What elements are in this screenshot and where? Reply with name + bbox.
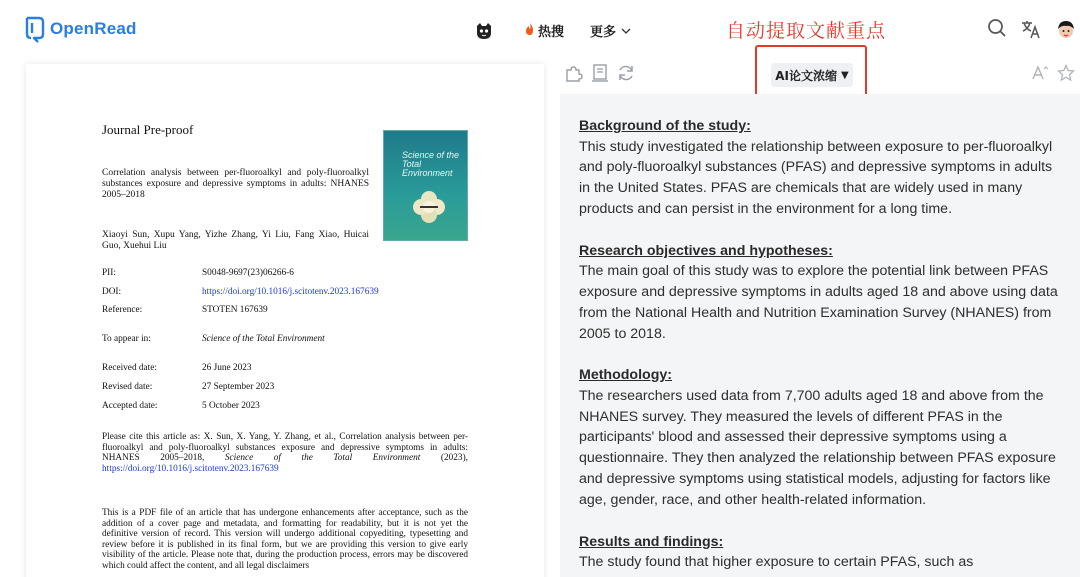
nav-hot-label: 热搜 <box>538 25 565 40</box>
citation-paragraph: Please cite this article as: X. Sun, X. Yang, Y. Zhang, et al., Correlation analysis between per-fluoroalkyl and poly-fluoroalkyl substances exposure and depressive symptoms in adults: NHANES 2005–2018, Science of the Total Environment (2023), https://doi.org/10.1016/j.scitotenv.2023.167639 <box>102 432 468 474</box>
puzzle-icon[interactable] <box>564 63 584 83</box>
chevron-down-icon <box>620 25 632 37</box>
avatar-icon[interactable] <box>1055 18 1077 44</box>
section-heading: Background of the study: <box>579 118 751 134</box>
translate-icon[interactable] <box>1020 18 1042 44</box>
summary-mode-dropdown[interactable] <box>771 63 853 87</box>
summary-toolbar <box>564 63 636 83</box>
section-body: This study investigated the relationship between exposure to per-fluoroalkyl and poly-fluoroalkyl substances (PFAS) and depressive symptoms in adults in the United States. PFAS are chemicals that are widely used in many products and can persist in the environment for a long time. <box>579 138 1053 217</box>
font-size-icon[interactable] <box>1031 64 1049 86</box>
logo-text: OpenRead <box>50 19 137 38</box>
cover-flower-graphic <box>411 189 447 225</box>
summary-panel[interactable] <box>560 94 1080 577</box>
section-heading: Research objectives and hypotheses: <box>579 242 833 259</box>
refresh-icon[interactable] <box>616 63 636 83</box>
logo[interactable] <box>24 15 137 43</box>
section-heading: Results and findings: <box>579 533 724 550</box>
summary-section <box>579 241 1059 345</box>
summary-section <box>579 532 1059 573</box>
nav-more[interactable] <box>590 21 632 40</box>
summary-actions <box>1031 64 1075 86</box>
top-bar <box>0 0 1080 60</box>
document-icon[interactable] <box>590 63 610 83</box>
annotation-label: 自动提取文献重点 <box>726 20 887 42</box>
citation-link[interactable]: https://doi.org/10.1016/j.scitotenv.2023.167639 <box>102 463 279 474</box>
summary-content <box>579 116 1059 577</box>
cover-title: Science of the Total Environment <box>402 150 460 178</box>
doi-link[interactable]: https://doi.org/10.1016/j.scitotenv.2023.167639 <box>202 287 379 297</box>
section-body: The researchers used data from 7,700 adults aged 18 and above from the NHANES survey. They measured the levels of different PFAS in the participants' blood and assessed their depressive symptoms using a questionnaire. They then analyzed the relationship between PFAS exposure and depressive symptoms using statistical models, adjusting for factors like age, gender, race, and other health-related information. <box>579 387 1056 508</box>
section-body: The main goal of this study was to explore the potential link between PFAS exposure and depressive symptoms in adults aged 18 and above using data from the National Health and Nutrition Examination Survey (NHANES) from 2005 to 2018. <box>579 263 1058 342</box>
article-title: Correlation analysis between per-fluoroalkyl and poly-fluoroalkyl substances exposure and depressive symptoms in adults: NHANES 2005–2018 <box>102 168 369 200</box>
disclaimer-paragraph: This is a PDF file of an article that has undergone enhancements after acceptance, such as the addition of a cover page and metadata, and formatting for readability, but it is not yet the definitive version of record. This version will undergo additional copyediting, typesetting and review before it is published in its final form, but we are providing this version to give early visibility of the article. Please note that, during the production process, errors may be discovered which could affect the content, and all legal disclaimers <box>102 508 468 571</box>
journal-label: Journal Pre-proof <box>102 122 194 137</box>
flame-icon <box>524 22 536 39</box>
summary-section <box>579 365 1059 510</box>
highlight-frame <box>755 45 867 99</box>
openread-logo-icon <box>24 15 46 43</box>
mascot-icon[interactable] <box>474 21 494 41</box>
journal-cover <box>383 130 468 241</box>
section-body: The study found that higher exposure to certain PFAS, such as <box>579 554 974 571</box>
summary-section <box>579 116 1059 220</box>
pdf-viewer[interactable]: Journal Pre-proof Correlation analysis between per-fluoroalkyl and poly-fluoroalkyl substances exposure and depressive symptoms in adults: NHANES 2005–2018 Xiaoyi Sun, Xupu Yang, Yizhe Zhang, Yi Liu, Fang Xiao, Huicai Guo, Xuehui Liu Science of the Total Environment PII: S0048-9697(23)06266-6 DOI: https://doi.org/10.1016/j.scitotenv.2023.167639 Reference: STOTEN 167639 To appear in: Science of the Total Environment Received date: 26 June 2023 Revised date: 27 September 2023 Accepted date: 5 October 2023 Please cite this article as: X. Sun, X. Yang, Y. Zhang, et al., Correlation analysis between per-fluoroalkyl and poly-fluoroalkyl substances exposure and depressive symptoms in adults: NHANES 2005–2018, Science of the Total Environment (2023), https://doi.org/10.1016/j.scitotenv.2023.167639 This is a PDF file of an article that has undergone enhancements after acceptance, such as the addition of a cover page and metadata, and formatting for readability, but it is not yet the definitive version of record. This version will undergo additional copyediting, typesetting and review before it is published in its final form, but we are providing this version to give early visibility of the article. Please note that, during the production process, errors may be discovered which could affect the content, and all legal disclaimers <box>26 64 544 577</box>
caret-down-icon: ▼ <box>841 69 849 81</box>
nav-more-label: 更多 <box>590 25 617 40</box>
section-heading: Methodology: <box>579 367 672 384</box>
nav-hot-search[interactable] <box>524 21 564 40</box>
article-authors: Xiaoyi Sun, Xupu Yang, Yizhe Zhang, Yi Liu, Fang Xiao, Huicai Guo, Xuehui Liu <box>102 230 369 251</box>
search-icon[interactable] <box>987 18 1007 42</box>
summary-mode-label: AI论文浓缩 <box>775 68 838 83</box>
star-icon[interactable] <box>1057 64 1075 86</box>
